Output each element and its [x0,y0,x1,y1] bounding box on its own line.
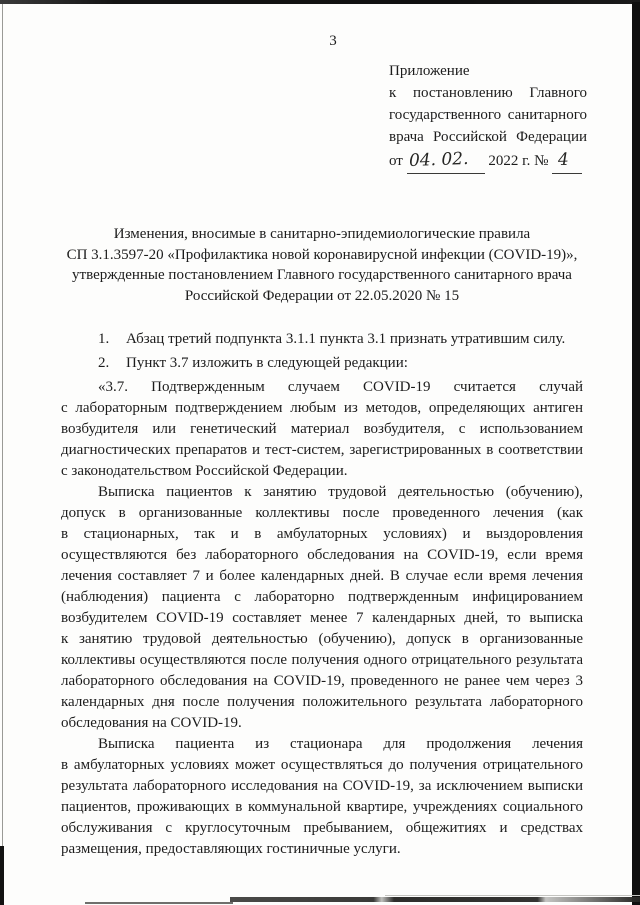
list-item-text: Абзац третий подпункта 3.1.1 пункта 3.1 признать утратившим силу. [126,331,566,347]
list-item-number: 2. [98,355,110,371]
text-line: Выписка пациента из стационара для продолжения лечения [98,736,583,752]
text-line: лечения составляет 7 и более календарных дней. В случае если время лечения [61,568,583,584]
text-line: осуществляются без лабораторного обследования на COVID-19, если время [61,547,583,563]
document-body [61,329,583,860]
text-line: возбудителя или генетический материал возбудителя, с использованием [61,421,583,437]
scan-edge-left-bottom [0,846,4,905]
appendix-block [389,60,587,148]
scan-edge-bottom-thin [85,902,233,904]
text-line: обследования на COVID-19. [61,715,242,731]
text-line: обслуживания с круглосуточным пребыванием, общежитиях и средствах [61,820,583,836]
appendix-line: врача Российской Федерации [389,129,587,145]
text-line: календарных дня после получения положительного результата лабораторного [61,694,583,710]
text-line: диагностических препаратов и тест-систем, зарегистрированных в соответствии [61,442,583,458]
date-prefix: от [389,153,403,169]
scan-edge-top [0,0,640,4]
text-line: (наблюдения) пациента с лабораторно подтвержденным инфицированием [61,589,583,605]
text-line: в амбулаторных условиях может осуществляться до получения отрицательного [61,757,583,773]
appendix-line: к постановлению Главного [389,85,587,101]
text-line: лабораторного обследования на COVID-19, проведенного не ранее чем через 3 [61,673,583,689]
appendix-date-line [389,150,587,174]
text-line: коллективы осуществляются после получения одного отрицательного результата [61,652,583,668]
text-line: с законодательством Российской Федерации. [61,463,348,479]
scan-edge-bottom-hairline [385,895,640,896]
handwritten-number: 4 [557,149,570,171]
text-line: допуск в организованные коллективы после проведенного лечения (как [61,505,583,521]
title-line: утвержденные постановлением Главного государственного санитарного врача [72,267,572,283]
text-line: Выписка пациентов к занятию трудовой деятельностью (обучению), [98,484,583,500]
text-line: с лабораторным подтверждением любым из методов, определяющих антиген [61,400,583,416]
list-item [61,353,583,374]
title-line: СП 3.1.3597-20 «Профилактика новой коронавирусной инфекции (COVID-19)», [66,246,578,263]
title-line: Изменения, вносимые в санитарно-эпидемиологические правила [113,226,531,242]
list-item-number: 1. [98,331,110,347]
appendix-line: Приложение [389,63,470,79]
document-title [61,224,583,306]
list-item [61,329,583,350]
handwritten-number-underline [552,150,582,174]
appendix-line: государственного санитарного [389,107,587,123]
handwritten-date: 04. 02. [408,148,469,172]
text-line: размещения, предоставляющих гостиничные услуги. [61,841,401,857]
paragraph [61,482,583,734]
text-line: возбудителем COVID-19 составляет менее 7 календарных дней, то выписка [61,610,583,626]
text-line: результата лабораторного исследования на COVID-19, за исключением выписки [61,778,583,794]
handwritten-date-underline [407,150,485,174]
scan-edge-left [2,4,3,905]
text-line: «3.7. Подтвержденным случаем COVID-19 считается случай [98,379,583,395]
scan-edge-bottom [230,897,640,902]
scan-edge-right [632,2,640,905]
text-line: пациентов, проживающих в коммунальной квартире, учреждениях социального [61,799,583,815]
paragraph [61,734,583,860]
text-line: в стационарных, так и в амбулаторных условиях) и выздоровления [61,526,583,542]
text-line: к занятию трудовой деятельностью (обучению), допуск в организованные [61,631,583,647]
page-number: 3 [329,33,337,49]
title-line: Российской Федерации от 22.05.2020 № 15 [184,287,460,304]
paragraph [61,377,583,482]
list-item-text: Пункт 3.7 изложить в следующей редакции: [126,355,408,371]
date-year: 2022 г. № [488,153,549,169]
